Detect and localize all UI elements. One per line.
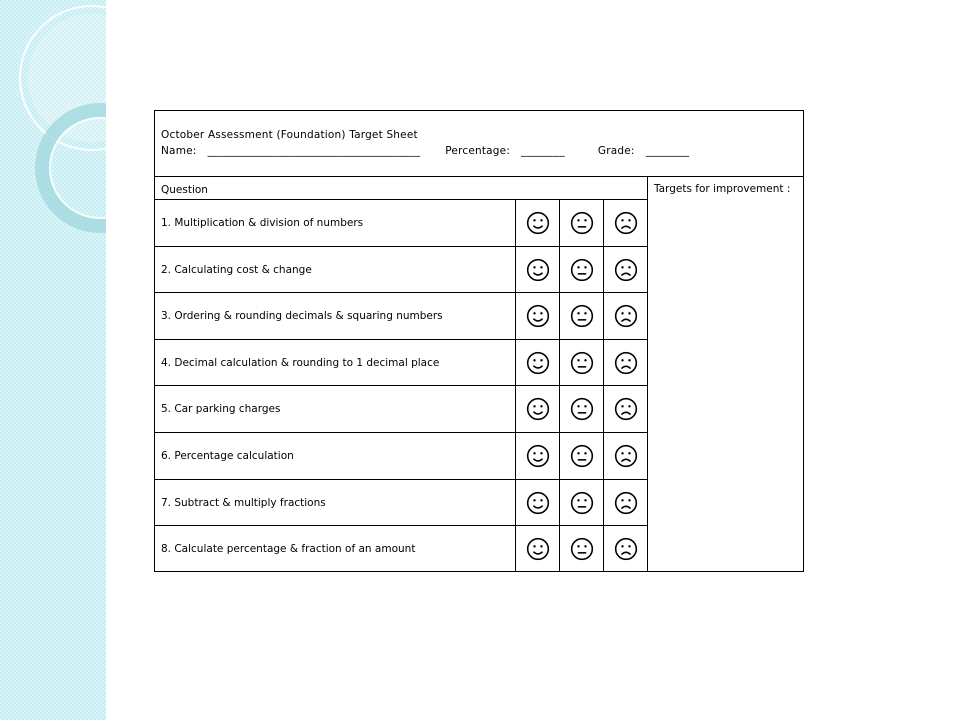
question-row [155,292,647,338]
rating-cell-sad[interactable] [603,200,647,246]
smiley-sad-icon[interactable] [614,211,638,235]
rating-cell-sad[interactable] [603,386,647,432]
targets-column[interactable] [647,176,805,571]
smiley-neutral-icon[interactable] [570,491,594,515]
rating-cell-happy[interactable] [515,480,559,526]
question-label: 1. Multiplication & division of numbers [161,217,364,229]
smiley-happy-icon[interactable] [526,351,550,375]
smiley-happy-icon[interactable] [526,491,550,515]
smiley-sad-icon[interactable] [614,444,638,468]
smiley-neutral-icon[interactable] [570,258,594,282]
question-row [155,385,647,431]
decorative-rings-icon [0,0,106,720]
rating-cell-neutral[interactable] [559,200,603,246]
question-row [155,479,647,525]
question-row [155,432,647,478]
rating-cell-sad[interactable] [603,433,647,479]
question-header: Question [161,184,208,196]
rating-cell-neutral[interactable] [559,386,603,432]
rating-cell-sad[interactable] [603,293,647,339]
percentage-field[interactable]: ________ [521,145,565,157]
rating-cell-happy[interactable] [515,247,559,293]
sheet-title: October Assessment (Foundation) Target Sheet [161,129,418,141]
name-field[interactable]: _______________________________________ [207,145,421,157]
rating-cell-happy[interactable] [515,386,559,432]
smiley-sad-icon[interactable] [614,258,638,282]
smiley-happy-icon[interactable] [526,304,550,328]
rating-cell-happy[interactable] [515,526,559,572]
question-label: 5. Car parking charges [161,403,281,416]
smiley-neutral-icon[interactable] [570,537,594,561]
rating-cell-neutral[interactable] [559,526,603,572]
smiley-happy-icon[interactable] [526,537,550,561]
question-row [155,246,647,292]
smiley-neutral-icon[interactable] [570,397,594,421]
name-label: Name: [161,145,197,157]
smiley-neutral-icon[interactable] [570,351,594,375]
percentage-label: Percentage: [445,145,511,157]
question-label: 4. Decimal calculation & rounding to 1 decimal place [161,356,440,369]
question-label: 8. Calculate percentage & fraction of an amount [161,543,416,556]
rating-cell-happy[interactable] [515,433,559,479]
smiley-sad-icon[interactable] [614,351,638,375]
smiley-happy-icon[interactable] [526,444,550,468]
rating-cell-sad[interactable] [603,340,647,386]
rating-cell-happy[interactable] [515,200,559,246]
rating-cell-neutral[interactable] [559,433,603,479]
smiley-sad-icon[interactable] [614,537,638,561]
targets-header: Targets for improvement : [654,183,791,195]
rating-cell-neutral[interactable] [559,480,603,526]
smiley-sad-icon[interactable] [614,304,638,328]
grade-field[interactable]: ________ [645,145,690,157]
question-row [155,339,647,385]
rating-cell-neutral[interactable] [559,340,603,386]
decorative-side-band [0,0,106,720]
target-sheet [154,110,804,572]
rating-cell-happy[interactable] [515,293,559,339]
question-label: 6. Percentage calculation [161,450,294,462]
smiley-sad-icon[interactable] [614,491,638,515]
question-row [155,199,647,245]
question-label: 7. Subtract & multiply fractions [161,496,326,509]
question-label: 3. Ordering & rounding decimals & squaring numbers [161,310,443,323]
smiley-happy-icon[interactable] [526,397,550,421]
smiley-sad-icon[interactable] [614,397,638,421]
rating-cell-sad[interactable] [603,526,647,572]
smiley-happy-icon[interactable] [526,211,550,235]
rating-cell-neutral[interactable] [559,293,603,339]
grade-label: Grade: [597,145,635,157]
rating-cell-sad[interactable] [603,247,647,293]
question-label: 2. Calculating cost & change [161,263,312,276]
smiley-happy-icon[interactable] [526,258,550,282]
rating-cell-sad[interactable] [603,480,647,526]
rating-cell-happy[interactable] [515,340,559,386]
rating-cell-neutral[interactable] [559,247,603,293]
smiley-neutral-icon[interactable] [570,211,594,235]
info-line [161,145,689,157]
smiley-neutral-icon[interactable] [570,304,594,328]
question-row [155,525,647,571]
smiley-neutral-icon[interactable] [570,444,594,468]
